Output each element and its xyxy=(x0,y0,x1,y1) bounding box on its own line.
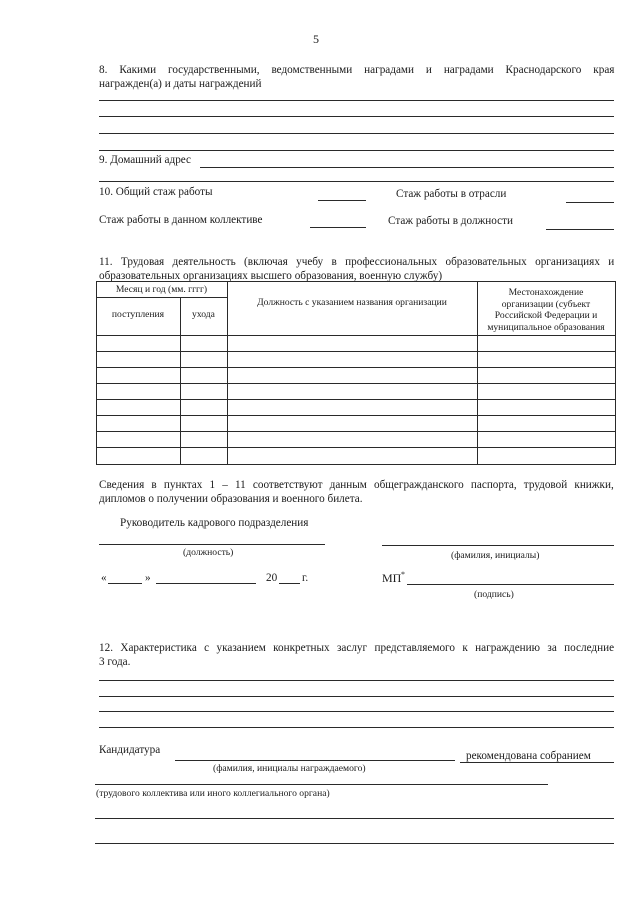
table-row-line xyxy=(96,399,616,400)
hr-position-caption: (должность) xyxy=(183,547,234,558)
stamp-footnote-mark: * xyxy=(401,570,405,579)
collective-line[interactable] xyxy=(95,784,548,785)
q11-label-line1: 11. Трудовая деятельность (включая учебу в профессиональных образовательных организациях и xyxy=(99,256,615,268)
header-position: Должность с указанием названия организации xyxy=(257,297,447,308)
q10-collective-experience-label: Стаж работы в данном коллективе xyxy=(99,214,263,226)
candidate-name-caption: (фамилия, инициалы награждаемого) xyxy=(213,763,366,774)
table-subheader-line xyxy=(96,297,227,298)
q8-answer-line-3[interactable] xyxy=(99,133,614,134)
q8-answer-line-4[interactable] xyxy=(99,150,614,151)
q9-home-address-label: 9. Домашний адрес xyxy=(99,154,192,166)
note-line2: дипломов о получении образования и военного билета. xyxy=(99,493,363,505)
table-col-divider-entry-exit xyxy=(180,297,181,465)
header-location-line2: организации (субъект xyxy=(501,298,591,310)
q12-answer-line-4[interactable] xyxy=(99,727,614,728)
q8-label-line2: награжден(а) и даты награждений xyxy=(99,78,262,90)
q10-total-experience-label: 10. Общий стаж работы xyxy=(99,186,213,198)
q12-label-line1: 12. Характеристика с указанием конкретных заслуг представляемого к награждению за последние xyxy=(99,642,615,654)
extra-line-2[interactable] xyxy=(95,843,614,844)
header-location-line1: Местонахождение xyxy=(508,287,584,298)
q8-label-line1: 8. Какими государственными, ведомственными наградами и наградами Краснодарского края xyxy=(99,64,615,76)
q10-industry-experience-label: Стаж работы в отрасли xyxy=(396,188,507,200)
table-border-top xyxy=(96,281,616,282)
collective-caption: (трудового коллектива или иного коллегиального органа) xyxy=(96,788,330,799)
table-row-line xyxy=(96,351,616,352)
q8-answer-line-1[interactable] xyxy=(99,100,614,101)
hr-head-label: Руководитель кадрового подразделения xyxy=(120,517,309,529)
candidate-recommended-label: рекомендована собранием xyxy=(466,750,591,762)
header-exit: ухода xyxy=(192,309,215,320)
q12-answer-line-3[interactable] xyxy=(99,711,614,712)
date-day-line[interactable] xyxy=(108,583,142,584)
date-month-line[interactable] xyxy=(156,583,256,584)
extra-line-1[interactable] xyxy=(95,818,614,819)
signature-caption: (подпись) xyxy=(474,589,514,600)
date-year-prefix: 20 xyxy=(266,572,278,584)
signature-line[interactable] xyxy=(407,584,614,585)
hr-position-line[interactable] xyxy=(99,544,325,545)
header-entry: поступления xyxy=(111,309,165,320)
candidate-label: Кандидатура xyxy=(99,744,161,756)
q8-answer-line-2[interactable] xyxy=(99,116,614,117)
table-row-line xyxy=(96,383,616,384)
q12-label-line2: 3 года. xyxy=(99,656,131,668)
hr-name-caption: (фамилия, инициалы) xyxy=(451,550,540,561)
table-col-divider-dates-position xyxy=(227,281,228,465)
q10-position-experience-line[interactable] xyxy=(546,229,614,230)
note-line1: Сведения в пунктах 1 – 11 соответствуют данным общегражданского паспорта, трудовой книжки, xyxy=(99,479,614,491)
q10-industry-experience-line[interactable] xyxy=(566,202,614,203)
table-row-line xyxy=(96,367,616,368)
table-row-line xyxy=(96,431,616,432)
q10-collective-experience-line[interactable] xyxy=(310,227,366,228)
q9-home-address-line-2[interactable] xyxy=(99,181,614,182)
stamp-label: МП xyxy=(382,571,402,585)
employment-table xyxy=(96,281,616,465)
table-border-bottom xyxy=(96,464,616,465)
q10-position-experience-label: Стаж работы в должности xyxy=(388,215,513,227)
q12-answer-line-2[interactable] xyxy=(99,696,614,697)
table-row-line xyxy=(96,447,616,448)
date-year-suffix: г. xyxy=(302,572,309,584)
q12-answer-line-1[interactable] xyxy=(99,680,614,681)
hr-name-line[interactable] xyxy=(382,545,614,546)
page-number: 5 xyxy=(313,32,319,46)
q9-home-address-line[interactable] xyxy=(200,167,614,168)
candidate-recommended-line[interactable] xyxy=(460,762,614,763)
date-open-quote: « xyxy=(101,572,107,584)
table-row-line xyxy=(96,415,616,416)
header-month-year: Месяц и год (мм. гггг) xyxy=(115,284,208,295)
q10-total-experience-line[interactable] xyxy=(318,200,366,201)
date-close-quote: » xyxy=(145,572,151,584)
q11-label-line2: образовательных организациях высшего образования, военную службу) xyxy=(99,270,443,282)
date-year-line[interactable] xyxy=(279,583,300,584)
header-location-line4: муниципальное образования xyxy=(487,321,605,333)
table-border-right xyxy=(615,281,616,465)
table-header-line xyxy=(96,335,616,336)
candidate-name-line[interactable] xyxy=(175,760,455,761)
header-location-line3: Российской Федерации и xyxy=(494,310,598,321)
